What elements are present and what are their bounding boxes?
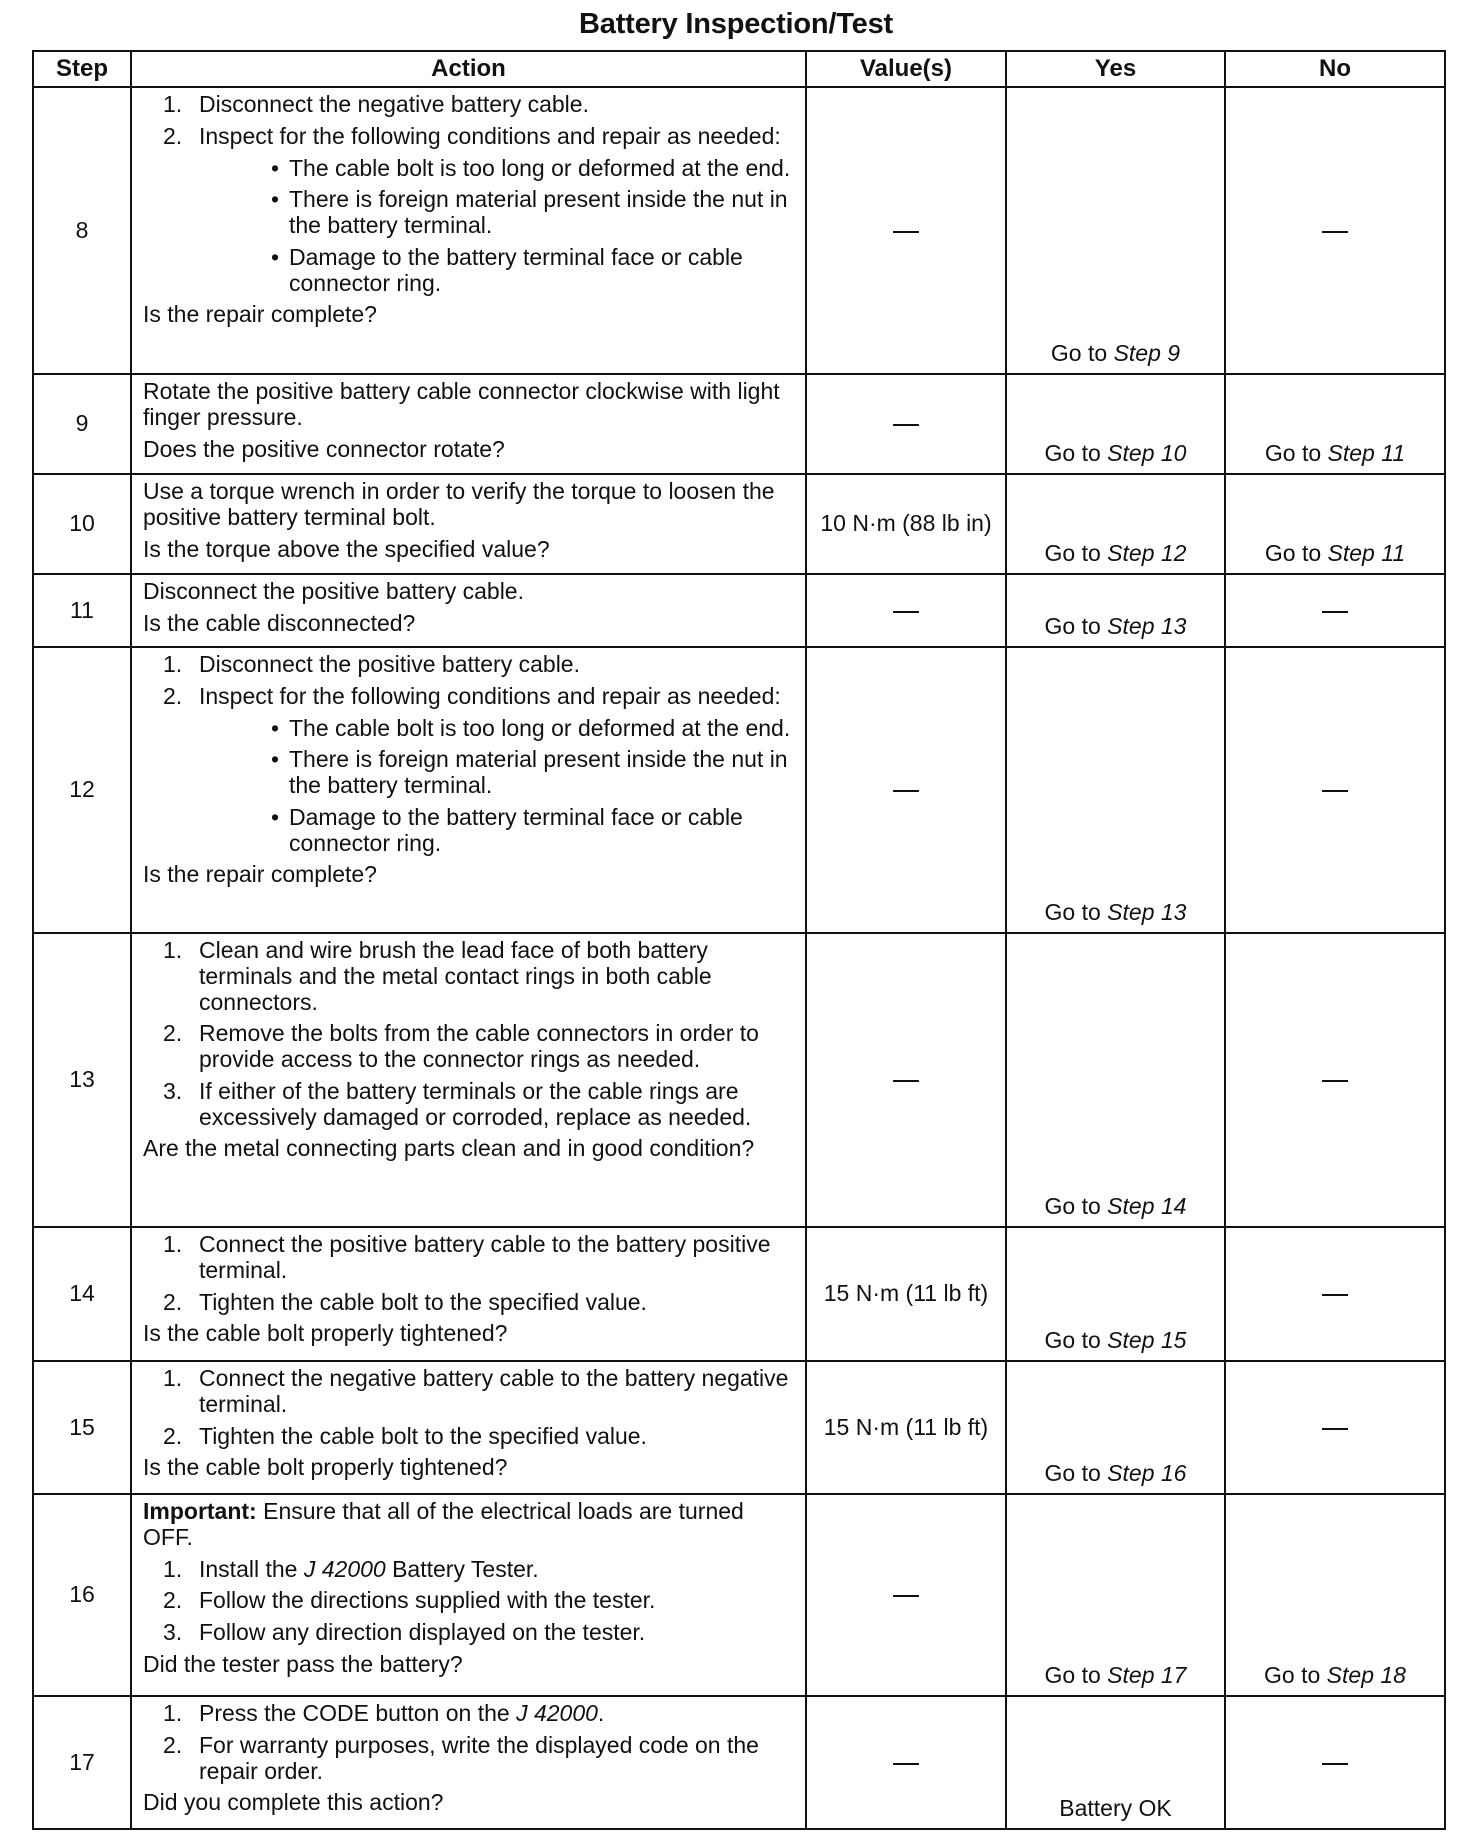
no-cell	[1225, 647, 1445, 933]
yes-cell: Go to Step 10	[1006, 374, 1225, 474]
table-row-step-13	[33, 933, 1445, 1227]
dash-mark	[893, 611, 919, 613]
question: Did the tester pass the battery?	[143, 1650, 463, 1677]
question: Is the torque above the specified value?	[143, 535, 550, 562]
dash-mark	[1322, 1080, 1348, 1082]
step-number: 9	[33, 374, 131, 474]
value-cell	[806, 574, 1006, 647]
table-row-step-15	[33, 1361, 1445, 1494]
value-cell	[806, 1696, 1006, 1829]
action-cell	[131, 647, 806, 933]
step-number: 11	[33, 574, 131, 647]
bullet-item: • Damage to the battery terminal face or cable connector ring.	[271, 243, 743, 296]
no-cell	[1225, 574, 1445, 647]
action-cell: Rotate the positive battery cable connector clockwise with light finger pressure. Does the positive connector rotate?	[131, 374, 806, 474]
bullet-item: • Damage to the battery terminal face or cable connector ring.	[271, 803, 743, 856]
value-cell: 10 N·m (88 lb in)	[806, 474, 1006, 574]
dash-mark	[893, 424, 919, 426]
question: Is the repair complete?	[143, 301, 377, 328]
step-number: 13	[33, 933, 131, 1227]
yes-cell: Go to Step 15	[1006, 1227, 1225, 1361]
step-number: 16	[33, 1494, 131, 1696]
list-item: 1. Clean and wire brush the lead face of both battery terminals and the metal contact rings in both cable connectors.	[163, 937, 712, 1015]
dash-mark	[1322, 611, 1348, 613]
table-row-step-14	[33, 1227, 1445, 1361]
no-cell: Go to Step 11	[1225, 474, 1445, 574]
question: Are the metal connecting parts clean and in good condition?	[143, 1135, 755, 1162]
step-number: 12	[33, 647, 131, 933]
yes-cell: Go to Step 9	[1006, 87, 1225, 374]
dash-mark	[893, 1595, 919, 1597]
header-action: Action	[131, 51, 806, 87]
list-item: 2. Tighten the cable bolt to the specified value.	[163, 1288, 647, 1315]
question: Is the cable disconnected?	[143, 609, 416, 636]
list-item: 2. For warranty purposes, write the displayed code on the repair order.	[163, 1731, 759, 1784]
list-item: 1. Press the CODE button on the J 42000.	[163, 1700, 605, 1726]
value-cell	[806, 87, 1006, 374]
table-row-step-17	[33, 1696, 1445, 1829]
value-cell	[806, 374, 1006, 474]
table-row-step-11	[33, 574, 1445, 647]
no-cell: Go to Step 11	[1225, 374, 1445, 474]
question: Is the cable bolt properly tightened?	[143, 1320, 508, 1347]
value-cell: 15 N·m (11 lb ft)	[806, 1227, 1006, 1361]
table-row-step-10	[33, 474, 1445, 574]
question: Does the positive connector rotate?	[143, 435, 505, 462]
action-cell: Important: Ensure that all of the electrical loads are turned OFF. 1. Install the J 42000 Battery Tester. 2. Follow the directions supplied with the tester. 3. Follow any direction displayed on the tester. Did the tester pass the battery?	[131, 1494, 806, 1696]
value-cell: 15 N·m (11 lb ft)	[806, 1361, 1006, 1494]
list-item: 2. Follow the directions supplied with the tester.	[163, 1587, 656, 1614]
list-item: 1. Connect the negative battery cable to the battery negative terminal.	[163, 1365, 789, 1417]
list-item: 1. Disconnect the negative battery cable.	[163, 91, 589, 117]
question: Did you complete this action?	[143, 1789, 444, 1816]
yes-cell: Go to Step 13	[1006, 574, 1225, 647]
dash-mark	[1322, 1294, 1348, 1296]
question: Is the cable bolt properly tightened?	[143, 1454, 508, 1481]
yes-cell: Go to Step 12	[1006, 474, 1225, 574]
page-title: Battery Inspection/Test	[579, 8, 893, 40]
action-cell	[131, 1227, 806, 1361]
step-number: 8	[33, 87, 131, 374]
dash-mark	[1322, 1428, 1348, 1430]
no-cell	[1225, 87, 1445, 374]
yes-cell: Battery OK	[1006, 1696, 1225, 1829]
list-item: 3. Follow any direction displayed on the tester.	[163, 1619, 646, 1645]
action-cell	[131, 1361, 806, 1494]
yes-cell: Go to Step 17	[1006, 1494, 1225, 1696]
dash-mark	[1322, 1763, 1348, 1765]
no-cell: Go to Step 18	[1225, 1494, 1445, 1696]
action-cell: Disconnect the positive battery cable. Is the cable disconnected?	[131, 574, 806, 647]
value-cell	[806, 933, 1006, 1227]
list-item: 2. Tighten the cable bolt to the specified value.	[163, 1422, 647, 1449]
yes-cell: Go to Step 13	[1006, 647, 1225, 933]
value-cell	[806, 1494, 1006, 1696]
list-item: 2. Inspect for the following conditions and repair as needed: • The cable bolt is too long or deformed at the end. • There is foreign material present inside the nut in the battery terminal. • Damage to the battery terminal face or cable connector ring.	[143, 124, 797, 297]
bullet-item: • The cable bolt is too long or deformed at the end.	[271, 714, 791, 741]
header-yes: Yes	[1006, 51, 1225, 87]
step-number: 17	[33, 1696, 131, 1829]
list-item: 1. Disconnect the positive battery cable.	[163, 651, 580, 677]
table-row-step-8	[33, 87, 1445, 374]
yes-cell: Go to Step 14	[1006, 933, 1225, 1227]
dash-mark	[893, 1763, 919, 1765]
table-row-step-12	[33, 647, 1445, 933]
list-item: 1. Install the J 42000 Battery Tester.	[163, 1555, 539, 1582]
dash-mark	[893, 231, 919, 233]
header-step: Step	[33, 51, 131, 87]
no-cell	[1225, 1696, 1445, 1829]
list-item: 2. Remove the bolts from the cable connectors in order to provide access to the connector rings as needed.	[163, 1020, 759, 1072]
list-item: 3. If either of the battery terminals or the cable rings are excessively damaged or corroded, replace as needed.	[163, 1077, 752, 1130]
header-row	[33, 51, 1445, 87]
action-cell	[131, 933, 806, 1227]
bullet-item: • The cable bolt is too long or deformed at the end.	[271, 154, 791, 181]
dash-mark	[893, 790, 919, 792]
header-value: Value(s)	[806, 51, 1006, 87]
action-cell: Use a torque wrench in order to verify the torque to loosen the positive battery terminal bolt. Is the torque above the specified value?	[131, 474, 806, 574]
value-cell	[806, 647, 1006, 933]
bullet-item: • There is foreign material present inside the nut in the battery terminal.	[271, 186, 788, 238]
step-number: 10	[33, 474, 131, 574]
table-row-step-9	[33, 374, 1445, 474]
list-item: 2. Inspect for the following conditions and repair as needed: • The cable bolt is too long or deformed at the end. • There is foreign material present inside the nut in the battery terminal. • Damage to the battery terminal face or cable connector ring.	[143, 684, 797, 857]
action-cell	[131, 87, 806, 374]
header-no: No	[1225, 51, 1445, 87]
no-cell	[1225, 933, 1445, 1227]
no-cell	[1225, 1227, 1445, 1361]
question: Is the repair complete?	[143, 861, 377, 888]
inspection-table	[32, 50, 1446, 1830]
list-item: 1. Connect the positive battery cable to the battery positive terminal.	[163, 1231, 771, 1283]
bullet-item: • There is foreign material present inside the nut in the battery terminal.	[271, 746, 788, 798]
no-cell	[1225, 1361, 1445, 1494]
dash-mark	[1322, 790, 1348, 792]
dash-mark	[893, 1080, 919, 1082]
important-label: Important:	[143, 1498, 257, 1524]
tool-reference: J 42000	[516, 1700, 598, 1726]
tool-reference: J 42000	[303, 1555, 386, 1582]
step-number: 14	[33, 1227, 131, 1361]
action-cell	[131, 1696, 806, 1829]
table-row-step-16	[33, 1494, 1445, 1696]
dash-mark	[1322, 231, 1348, 233]
yes-cell: Go to Step 16	[1006, 1361, 1225, 1494]
step-number: 15	[33, 1361, 131, 1494]
